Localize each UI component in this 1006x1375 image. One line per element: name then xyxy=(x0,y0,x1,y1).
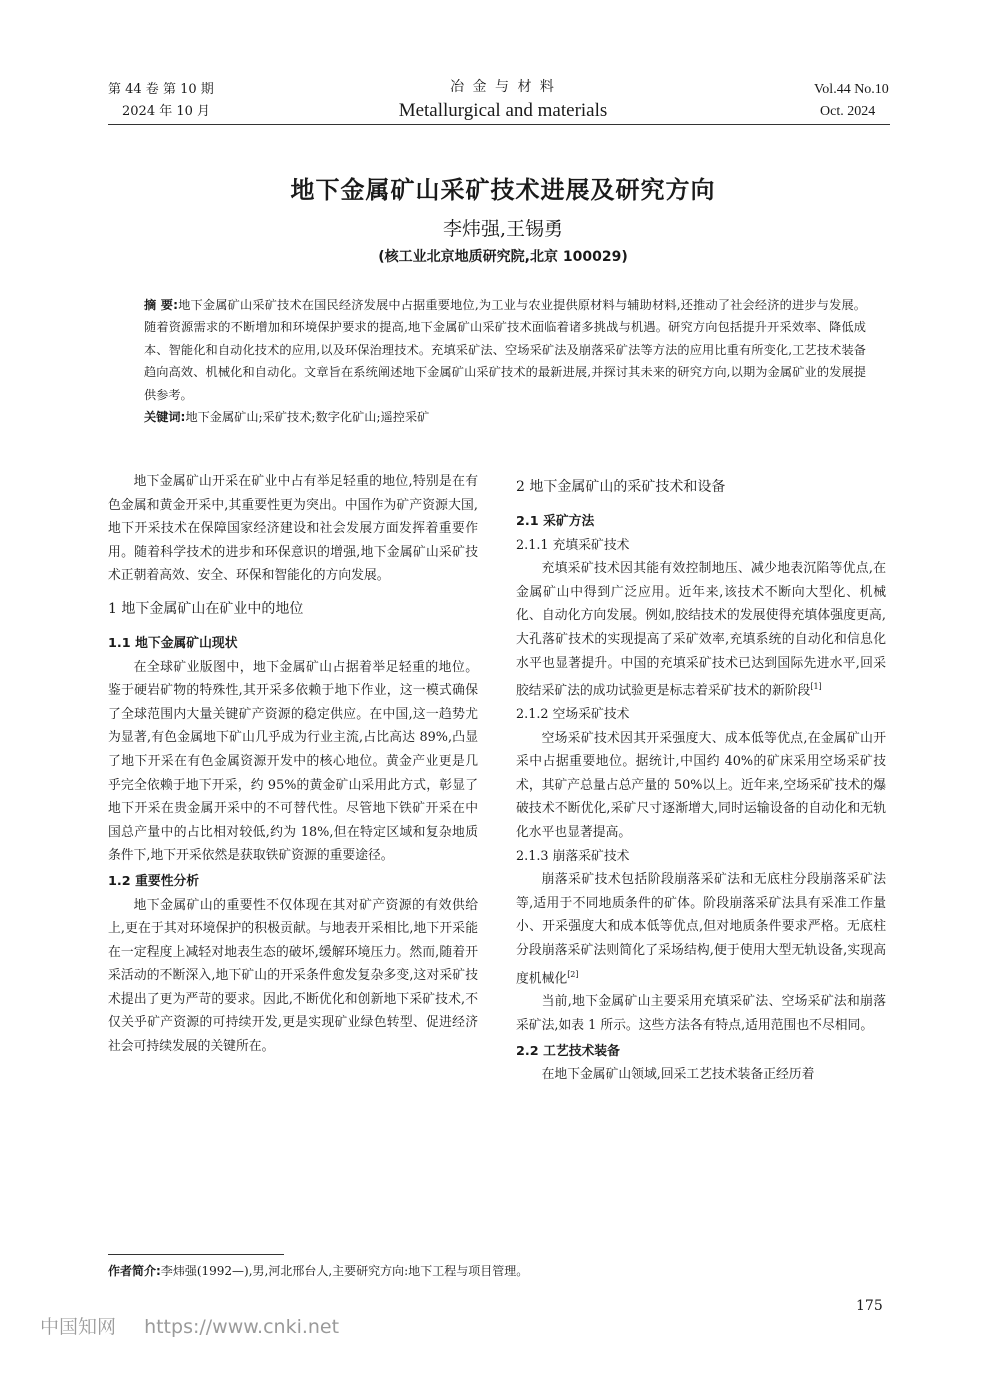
section-2-1-3-paragraph-2: 当前,地下金属矿山主要采用充填采矿法、空场采矿法和崩落采矿法,如表 1 所示。这些方法各有特点,适用范围也不尽相同。 xyxy=(516,994,886,1033)
abstract-label: 摘 要: xyxy=(144,298,179,312)
abstract xyxy=(144,294,866,428)
footnote-rule xyxy=(108,1254,284,1255)
section-2-1-3-paragraph xyxy=(516,868,886,990)
journal-date-en: Oct. 2024 xyxy=(820,104,876,119)
section-2-1-1-heading: 2.1.1 充填采矿技术 xyxy=(516,537,630,553)
keywords-label: 关键词: xyxy=(144,410,186,425)
section-2-1-1-paragraph xyxy=(516,557,886,703)
abstract-paragraph xyxy=(144,294,866,406)
footnote-label: 作者简介: xyxy=(108,1264,161,1278)
left-column xyxy=(108,470,478,1059)
section-1-heading: 1 地下金属矿山在矿业中的地位 xyxy=(108,600,304,617)
footnote xyxy=(108,1262,528,1279)
section-2-1-3-text: 崩落采矿技术包括阶段崩落采矿法和无底柱分段崩落采矿法等,适用于不同地质条件的矿体。阶段崩落采矿法具有采准工作量小、开采强度大和成本低等优点,但对地质条件要求严格。无底柱分段崩落采矿法则简化了采场结构,便于使用大型无轨设备,实现高度机械化 xyxy=(516,872,886,986)
right-column xyxy=(516,470,886,1087)
citation-1: [1] xyxy=(810,682,822,692)
section-2-1-heading: 2.1 采矿方法 xyxy=(516,514,595,529)
section-1-2-heading: 1.2 重要性分析 xyxy=(108,873,200,889)
authors: 李炜强,王锡勇 xyxy=(442,218,564,240)
journal-volume-issue: 第 44 卷 第 10 期 xyxy=(108,82,214,97)
citation-2: [2] xyxy=(567,969,579,979)
journal-date: 2024 年 10 月 xyxy=(122,104,211,119)
section-2-1-2-heading: 2.1.2 空场采矿技术 xyxy=(516,707,630,723)
abstract-text: 地下金属矿山采矿技术在国民经济发展中占据重要地位,为工业与农业提供原材料与辅助材料,还推动了社会经济的进步与发展。随着资源需求的不断增加和环境保护要求的提高,地下金属矿山采矿技术面临着诸多挑战与机遇。研究方向包括提升开采效率、降低成本、智能化和自动化技术的应用,以及环保治理技术。充填采矿法、空场采矿法及崩落采矿法等方法的应用比重有所变化,工艺技术装备趋向高效、机械化和自动化。文章旨在系统阐述地下金属矿山采矿技术的最新进展,并探讨其未来的研究方向,以期为金属矿业的发展提供参考。 xyxy=(144,298,866,402)
page-title: 地下金属矿山采矿技术进展及研究方向 xyxy=(290,176,716,204)
journal-vol-en: Vol.44 No.10 xyxy=(814,82,889,97)
keywords xyxy=(144,406,866,428)
section-2-heading: 2 地下金属矿山的采矿技术和设备 xyxy=(516,479,726,495)
watermark-url[interactable]: https://www.cnki.net xyxy=(144,1316,340,1338)
section-1-1-paragraph: 在全球矿业版图中，地下金属矿山占据着举足轻重的地位。鉴于硬岩矿物的特殊性,其开采多依赖于地下作业，这一模式确保了全球范围内大量关键矿产资源的稳定供应。在中国,这一趋势尤为显著,有色金属地下矿山几乎成为行业主流,占比高达 89%,凸显了地下开采在有色金属资源开发中的核心地位。黄金产业更是几乎完全依赖于地下开采，约 95%的黄金矿山采用此方式，彰显了地下开采在贵金属开采中的不可替代性。尽管地下铁矿开采在中国总产量中的占比相对较低,约为 18%,但在特定区域和复杂地质条件下,地下开采依然是获取铁矿资源的重要途径。 xyxy=(108,659,478,864)
watermark-brand: 中国知网 xyxy=(40,1316,117,1338)
section-1-2-paragraph: 地下金属矿山的重要性不仅体现在其对矿产资源的有效供给上,更在于其对环境保护的积极贡献。与地表开采相比,地下开采能在一定程度上减轻对地表生态的破坏,缓解环境压力。然而,随着开采活动的不断深入,地下矿山的开采条件愈发复杂多变,这对采矿技术提出了更为严苛的要求。因此,不断优化和创新地下采矿技术,不仅关乎矿产资源的可持续开发,更是实现矿业绿色转型、促进经济社会可持续发展的关键所在。 xyxy=(108,897,478,1055)
header-rule xyxy=(108,124,890,125)
watermark xyxy=(40,1312,339,1339)
journal-name-en: Metallurgical and materials xyxy=(398,100,608,121)
section-2-2-heading: 2.2 工艺技术装备 xyxy=(516,1043,620,1059)
keywords-text: 地下金属矿山;采矿技术;数字化矿山;遥控采矿 xyxy=(185,410,430,425)
affiliation: (核工业北京地质研究院,北京 100029) xyxy=(378,249,628,265)
page-number: 175 xyxy=(856,1298,883,1314)
section-1-1-heading: 1.1 地下金属矿山现状 xyxy=(108,635,238,651)
section-2-2-paragraph: 在地下金属矿山领域,回采工艺技术装备正经历着 xyxy=(541,1067,815,1083)
journal-name-cn: 冶 金 与 材 料 xyxy=(450,79,556,95)
section-2-1-3-heading: 2.1.3 崩落采矿技术 xyxy=(516,848,630,864)
section-2-1-1-text: 充填采矿技术因其能有效控制地压、减少地表沉陷等优点,在金属矿山中得到广泛应用。近年来,该技术不断向大型化、机械化、自动化方向发展。例如,胶结技术的发展使得充填体强度更高,大孔落矿技术的实现提高了采矿效率,充填系统的自动化和信息化水平也显著提升。中国的充填采矿技术已达到国际先进水平,回采胶结采矿法的成功试验更是标志着采矿技术的新阶段 xyxy=(516,561,886,699)
footnote-text: 李炜强(1992—),男,河北邢台人,主要研究方向:地下工程与项目管理。 xyxy=(160,1264,529,1278)
intro-paragraph: 地下金属矿山开采在矿业中占有举足轻重的地位,特别是在有色金属和黄金开采中,其重要性更为突出。中国作为矿产资源大国,地下开采技术在保障国家经济建设和社会发展方面发挥着重要作用。随着科学技术的进步和环保意识的增强,地下金属矿山采矿技术正朝着高效、安全、环保和智能化的方向发展。 xyxy=(108,474,478,584)
section-2-1-2-paragraph: 空场采矿技术因其开采强度大、成本低等优点,在金属矿山开采中占据重要地位。据统计,中国约 40%的矿床采用空场采矿技术，其矿产总量占总产量的 50%以上。近年来,空场采矿技术的爆破技术不断优化,采矿尺寸逐渐增大,同时运输设备的自动化和无轨化水平也显著提高。 xyxy=(516,730,886,840)
